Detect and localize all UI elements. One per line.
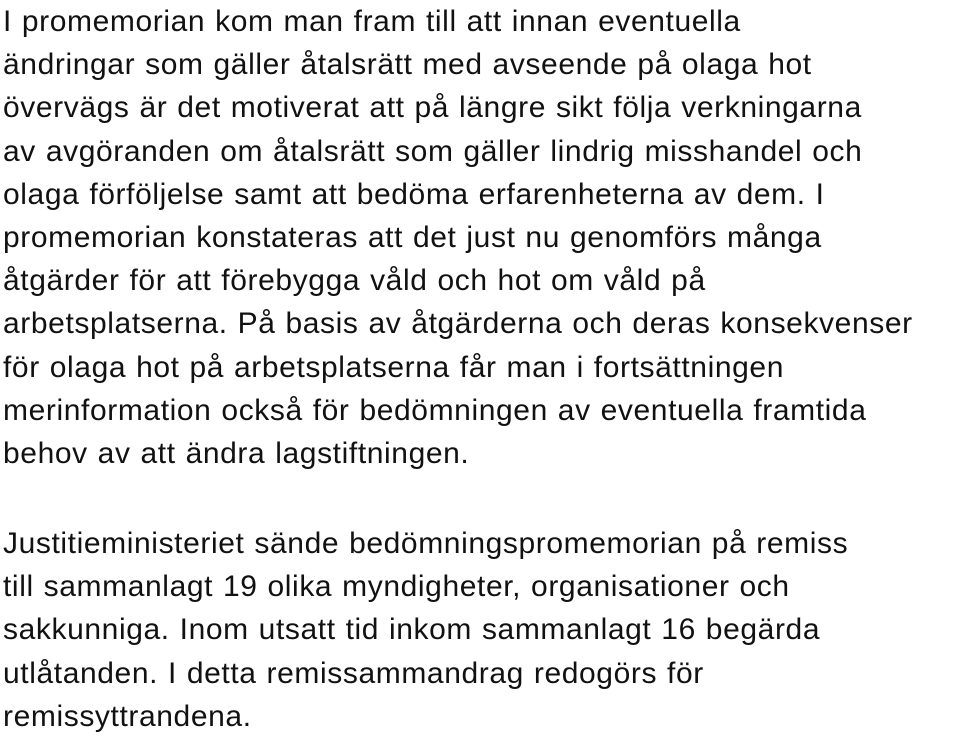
text-line: utlåtanden. I detta remissammandrag redogörs för — [3, 656, 704, 690]
text-line: för olaga hot på arbetsplatserna får man i fortsättningen — [3, 350, 784, 384]
text-line: promemorian konstateras att det just nu genomförs många — [3, 220, 822, 254]
text-line: Justitieministeriet sände bedömningspromemorian på remiss — [3, 527, 849, 561]
text-line: sakkunniga. Inom utsatt tid inkom sammanlagt 16 begärda — [3, 613, 821, 647]
text-line: merinformation också för bedömningen av eventuella framtida — [3, 393, 867, 427]
text-line: remissyttrandena. — [3, 699, 252, 733]
document-body — [3, 0, 958, 738]
paragraph-2 — [3, 522, 958, 738]
paragraph-1 — [3, 0, 958, 475]
text-line: övervägs är det motiverat att på längre sikt följa verkningarna — [3, 91, 862, 125]
text-line: ändringar som gäller åtalsrätt med avseende på olaga hot — [3, 48, 812, 82]
paragraph-gap — [3, 475, 958, 522]
text-line: arbetsplatserna. På basis av åtgärderna och deras konsekvenser — [3, 307, 913, 341]
text-line: till sammanlagt 19 olika myndigheter, organisationer och — [3, 570, 790, 604]
text-line: åtgärder för att förebygga våld och hot om våld på — [3, 264, 706, 298]
text-line: behov av att ändra lagstiftningen. — [3, 436, 470, 470]
text-line: av avgöranden om åtalsrätt som gäller lindrig misshandel och — [3, 134, 863, 168]
text-line: olaga förföljelse samt att bedöma erfarenheterna av dem. I — [3, 177, 825, 211]
text-line: I promemorian kom man fram till att innan eventuella — [3, 5, 741, 38]
